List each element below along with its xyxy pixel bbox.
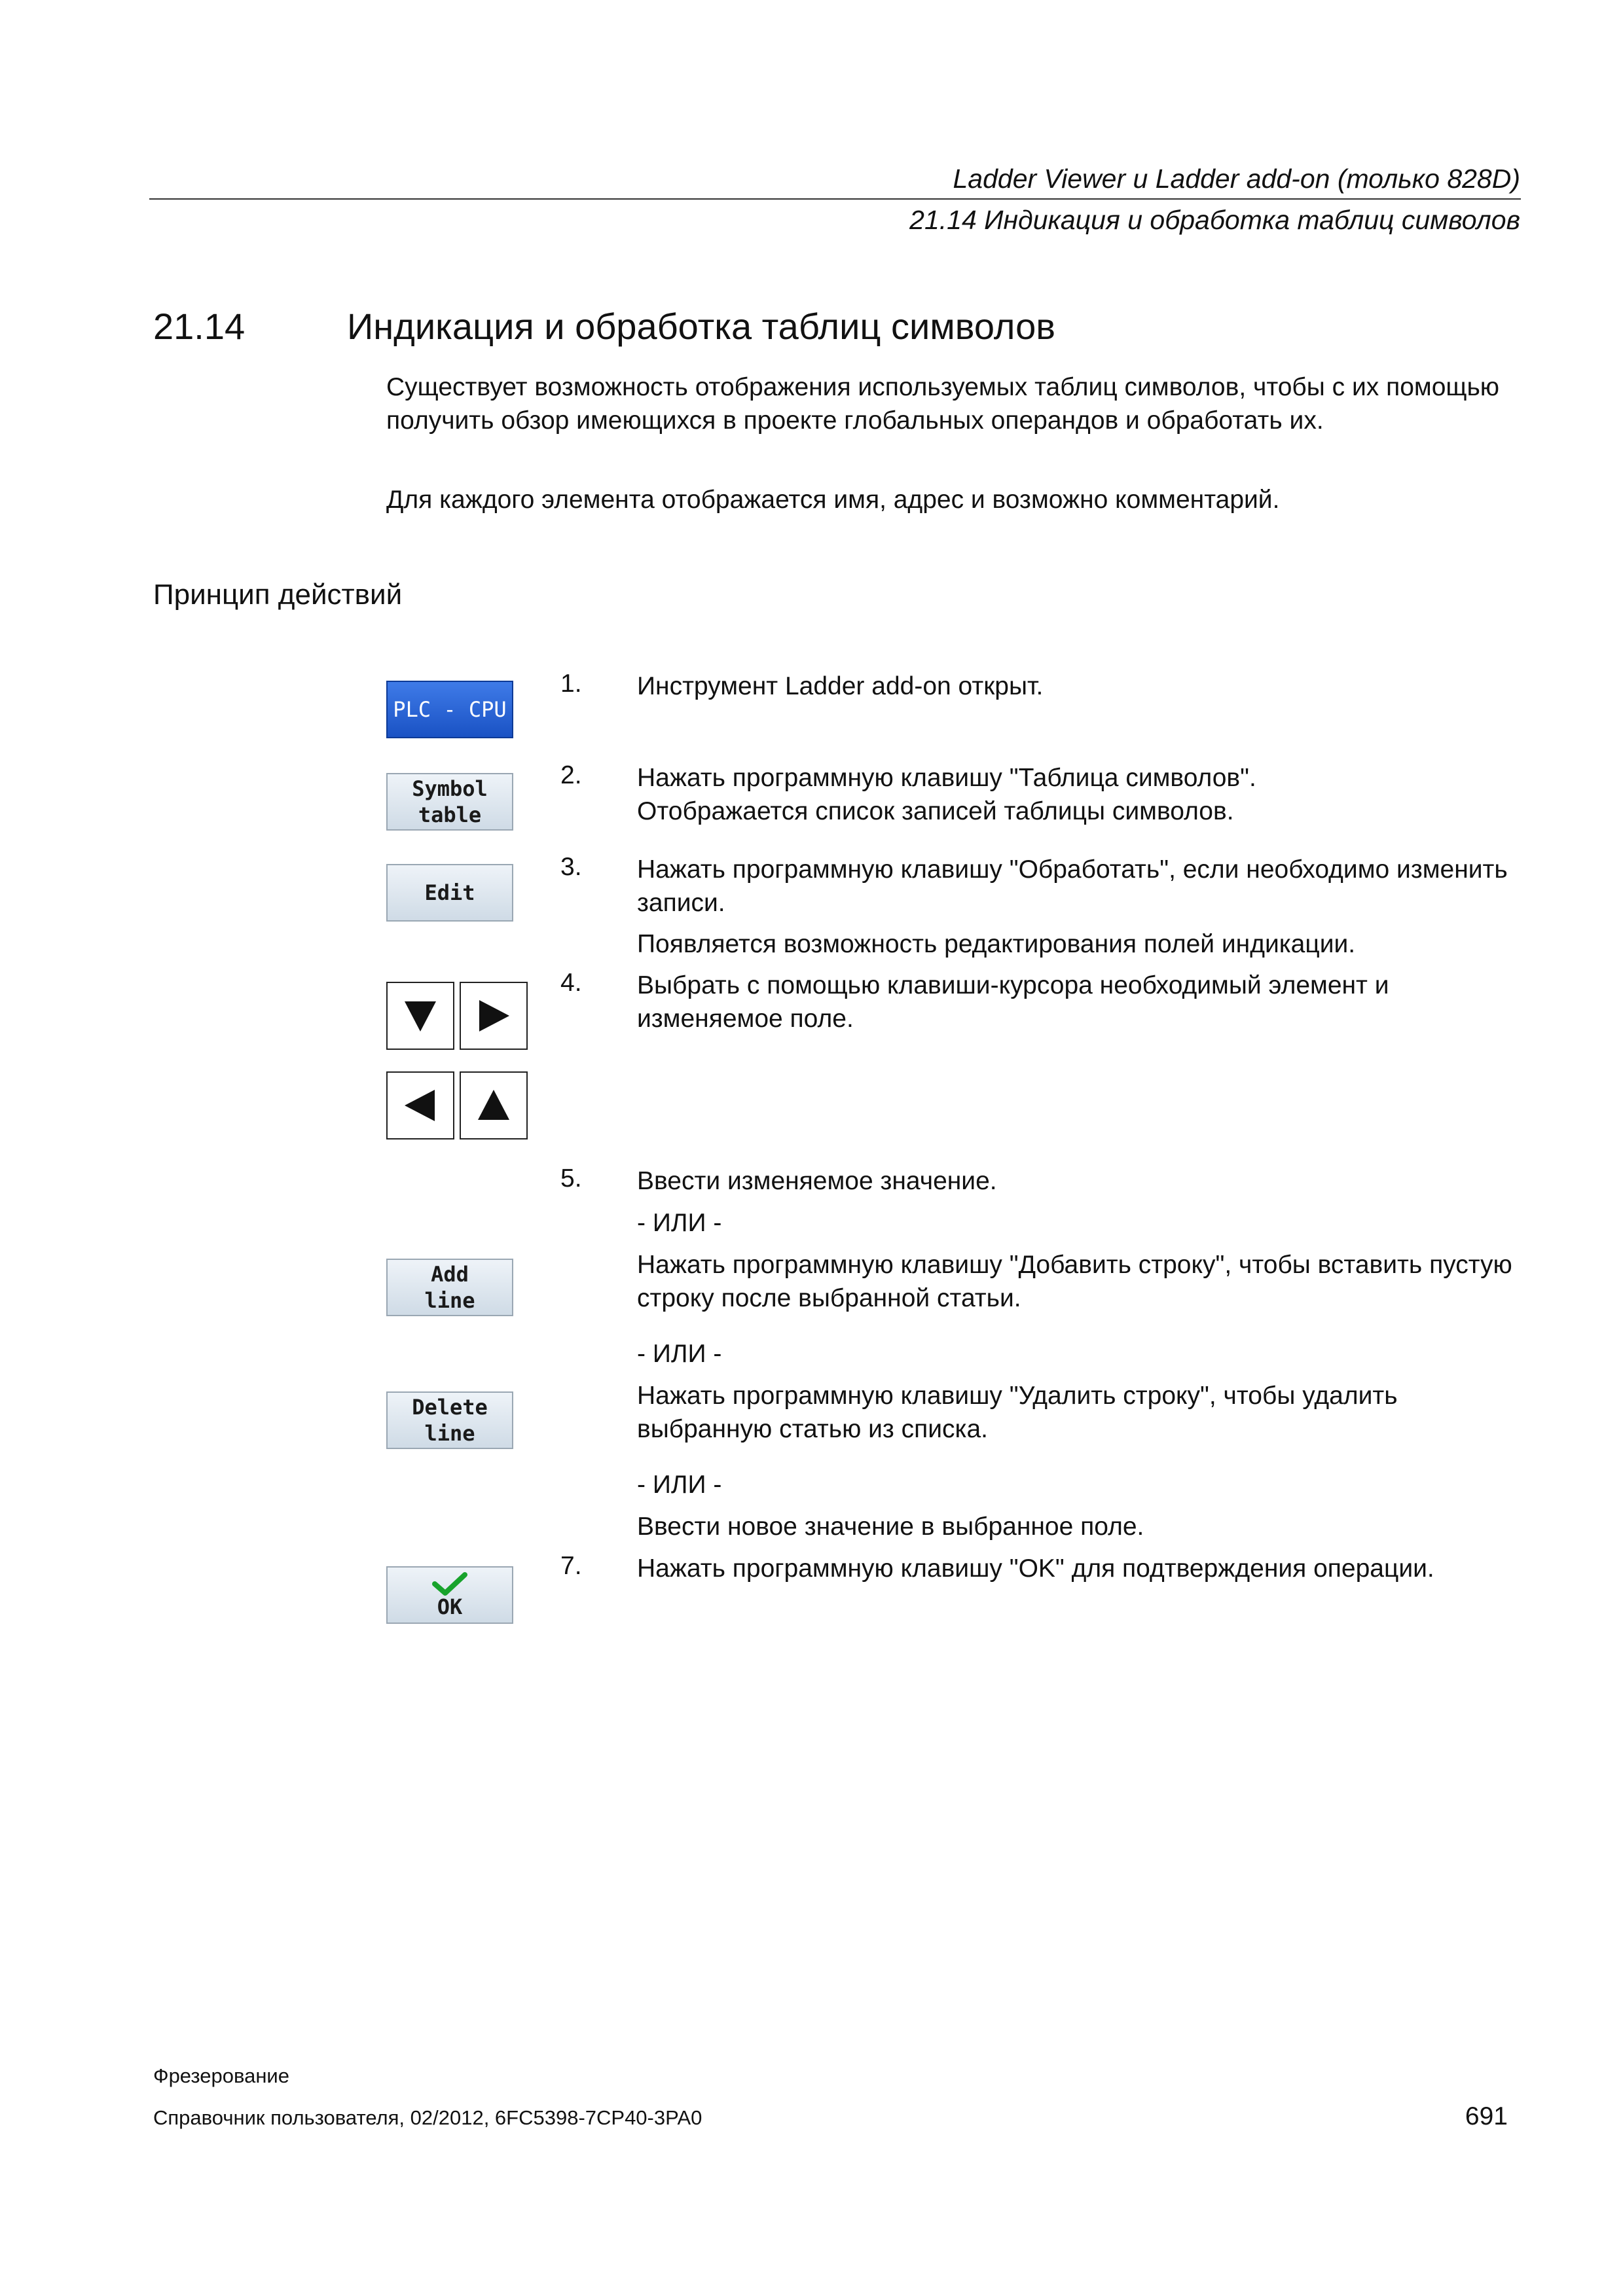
step-text-3: Нажать программную клавишу "Обработать", если необходимо изменить записи. [637, 855, 1508, 917]
step-number-7: 7. [560, 1552, 582, 1580]
checkmark-icon [432, 1572, 467, 1596]
running-header-section: 21.14 Индикация и обработка таблиц символов [909, 205, 1520, 235]
delete-line-label-1: Delete [412, 1395, 488, 1420]
symbol-table-softkey[interactable] [386, 773, 513, 831]
footer-product: Фрезерование [153, 2064, 289, 2087]
step-text-5: Ввести изменяемое значение. [637, 1167, 997, 1195]
add-line-softkey[interactable] [386, 1259, 513, 1316]
edit-label: Edit [424, 880, 475, 905]
delete-line-softkey[interactable] [386, 1391, 513, 1449]
add-line-label-2: line [424, 1288, 475, 1313]
step-number-3: 3. [560, 853, 582, 881]
symbol-table-label-1: Symbol [412, 776, 488, 801]
header-rule [149, 198, 1521, 200]
add-line-label-1: Add [431, 1262, 469, 1287]
cursor-up-key[interactable] [460, 1071, 528, 1139]
section-title: Индикация и обработка таблиц символов [347, 306, 1055, 347]
or-separator-1: - ИЛИ - [637, 1209, 722, 1237]
step-text-7: Нажать программную клавишу "OK" для подтверждения операции. [637, 1554, 1434, 1583]
new-value-instruction: Ввести новое значение в выбранное поле. [637, 1513, 1144, 1541]
cursor-left-key[interactable] [386, 1071, 454, 1139]
step-text-2a: Нажать программную клавишу "Таблица символов". [637, 764, 1256, 792]
step-text-1: Инструмент Ladder add-on открыт. [637, 672, 1044, 700]
step-text-4: Выбрать с помощью клавиши-курсора необходимый элемент и изменяемое поле. [637, 971, 1389, 1033]
symbol-table-label-2: table [418, 802, 482, 827]
step-number-5: 5. [560, 1164, 582, 1193]
ok-softkey[interactable] [386, 1566, 513, 1624]
intro-paragraph-2: Для каждого элемента отображается имя, адрес и возможно комментарий. [386, 486, 1280, 514]
step-note-3: Появляется возможность редактирования полей индикации. [637, 930, 1356, 958]
plc-cpu-label: PLC - CPU [393, 697, 507, 722]
right-arrow-icon [474, 996, 513, 1035]
delete-line-instruction: Нажать программную клавишу "Удалить строку", чтобы удалить выбранную статью из списка. [637, 1382, 1398, 1443]
running-header-chapter: Ladder Viewer и Ladder add-on (только 828D) [953, 164, 1520, 194]
step-number-4: 4. [560, 969, 582, 997]
down-arrow-icon [401, 996, 440, 1035]
or-separator-3: - ИЛИ - [637, 1471, 722, 1499]
ok-label: OK [437, 1594, 463, 1619]
edit-softkey[interactable] [386, 864, 513, 922]
subheading: Принцип действий [153, 579, 403, 611]
section-number: 21.14 [153, 306, 246, 347]
step-text-2b: Отображается список записей таблицы символов. [637, 797, 1234, 825]
intro-paragraph-1: Существует возможность отображения используемых таблиц символов, чтобы с их помощью получить обзор имеющихся в проекте глобальных операндов и обработать их. [386, 373, 1500, 435]
add-line-instruction: Нажать программную клавишу "Добавить строку", чтобы вставить пустую строку после выбранной статьи. [637, 1251, 1512, 1312]
footer-manual: Справочник пользователя, 02/2012, 6FC5398-7CP40-3PA0 [153, 2106, 702, 2129]
cursor-down-key[interactable] [386, 982, 454, 1050]
up-arrow-icon [474, 1086, 513, 1125]
left-arrow-icon [401, 1086, 440, 1125]
page-number: 691 [1465, 2102, 1508, 2130]
cursor-right-key[interactable] [460, 982, 528, 1050]
step-number-1: 1. [560, 670, 582, 698]
plc-cpu-softkey[interactable] [386, 681, 513, 738]
or-separator-2: - ИЛИ - [637, 1340, 722, 1368]
step-number-2: 2. [560, 761, 582, 789]
delete-line-label-2: line [424, 1421, 475, 1446]
